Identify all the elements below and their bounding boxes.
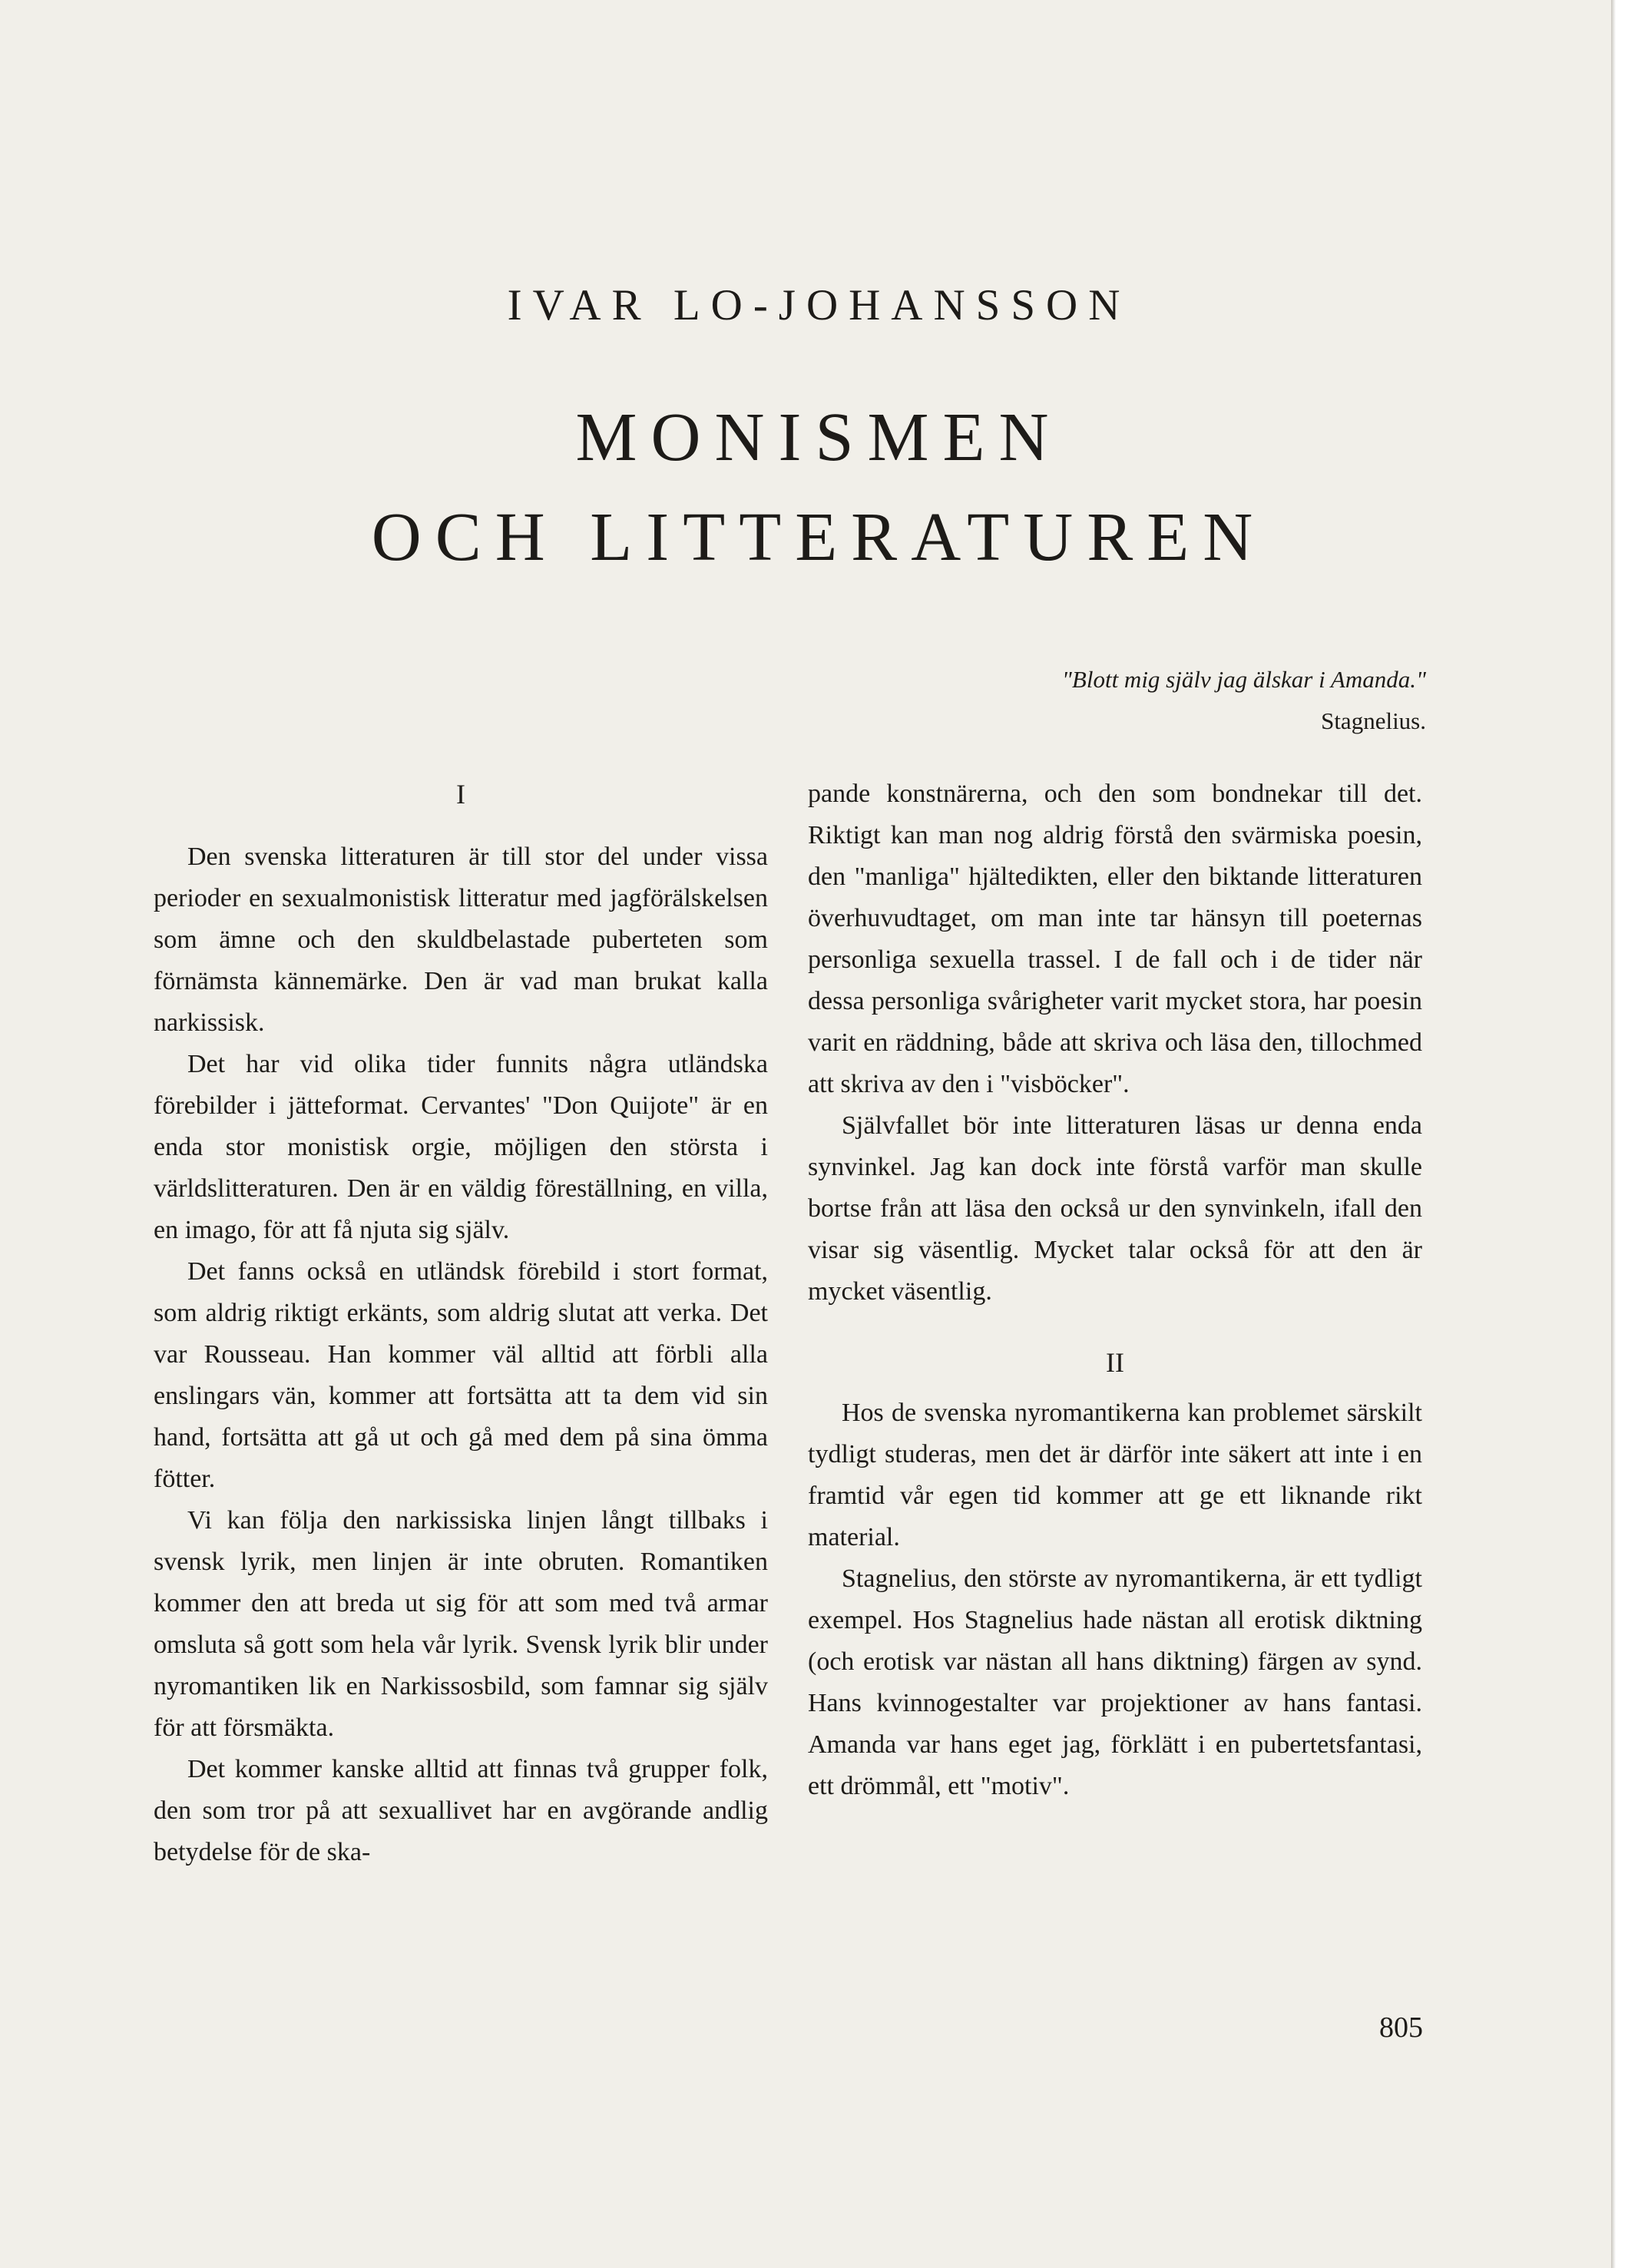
author-name: IVAR LO-JOHANSSON: [507, 281, 1131, 329]
paragraph: Det kommer kanske alltid att finnas två grupper folk, den som tror på att sexuallivet har en avgörande andlig betydelse för de ska-: [154, 1755, 768, 1866]
paragraph: Hos de svenska nyromantikerna kan problemet särskilt tydligt studeras, men det är därför inte säkert att inte i en framtid vår egen tid kommer att ge ett liknande rikt material.: [808, 1399, 1422, 1551]
paragraph: Vi kan följa den narkissiska linjen långt tillbaks i svensk lyrik, men linjen är inte obruten. Romantiken kommer den att breda ut sig för att som med två armar omsluta så gott som hela vår lyrik. Svensk lyrik blir under nyromantiken lik en Narkissosbild, som famnar sig själv för att försmäkta.: [154, 1506, 768, 1742]
paragraph: Självfallet bör inte litteraturen läsas ur denna enda synvinkel. Jag kan dock inte förstå varför man skulle bortse från att läsa den också ur den synvinkeln, ifall den visar sig väsentlig. Mycket talar också för att den är mycket väsentlig.: [808, 1111, 1422, 1306]
paragraph: Det fanns också en utländsk förebild i stort format, som aldrig riktigt erkänts, som aldrig slutat att verka. Det var Rousseau. Han kommer väl alltid att förbli alla enslingars vän, kommer att fortsätta att ta dem vid sin hand, fortsätta att gå ut och gå med dem på sina ömma fötter.: [154, 1257, 768, 1493]
page-edge: [1611, 0, 1616, 2268]
right-column: [808, 773, 1422, 1807]
section-numeral-1: I: [456, 779, 465, 810]
left-column: [154, 773, 768, 1873]
paragraph: Stagnelius, den störste av nyromantikerna, är ett tydligt exempel. Hos Stagnelius hade nästan all erotisk diktning (och erotisk var nästan all hans diktning) färgen av synd. Hans kvinnogestalter var projektioner av hans fantasi. Amanda var hans eget jag, förklätt i en pubertetsfantasi, ett drömmål, ett "motiv".: [808, 1564, 1422, 1800]
section-numeral-2: II: [1106, 1347, 1124, 1378]
paragraph: Den svenska litteraturen är till stor del under vissa perioder en sexualmonistisk litteratur med jagförälskelsen som ämne och den skuldbelastade puberteten som förnämsta kännemärke. Den är vad man brukat kalla narkissisk.: [154, 843, 768, 1037]
epigraph: [1062, 659, 1426, 742]
epigraph-quote: "Blott mig själv jag älskar i Amanda.": [1061, 666, 1426, 693]
paragraph-continuation: pande konstnärerna, och den som bondnekar till det. Riktigt kan man nog aldrig förstå den svärmiska poesin, den "manliga" hjältedikten, eller den biktande litteraturen överhuvudtaget, om man inte tar hänsyn till poeternas personliga sexuella trassel. I de fall och i de tider när dessa personliga svårigheter varit mycket stora, har poesin varit en räddning, både att skriva och läsa den, tillochmed att skriva av den i "visböcker".: [808, 780, 1422, 1098]
epigraph-source: Stagnelius.: [1321, 707, 1426, 734]
paragraph: Det har vid olika tider funnits några utländska förebilder i jätteformat. Cervantes' "Don Quijote" är en enda stor monistisk orgie, möjligen den största i världslitteraturen. Den är en väldig föreställning, en villa, en imago, för att få njuta sig själv.: [154, 1050, 768, 1244]
article-title-line-1: MONISMEN: [575, 399, 1063, 475]
article-title-line-2: OCH LITTERATUREN: [371, 499, 1267, 575]
page-number: 805: [1379, 2011, 1423, 2044]
